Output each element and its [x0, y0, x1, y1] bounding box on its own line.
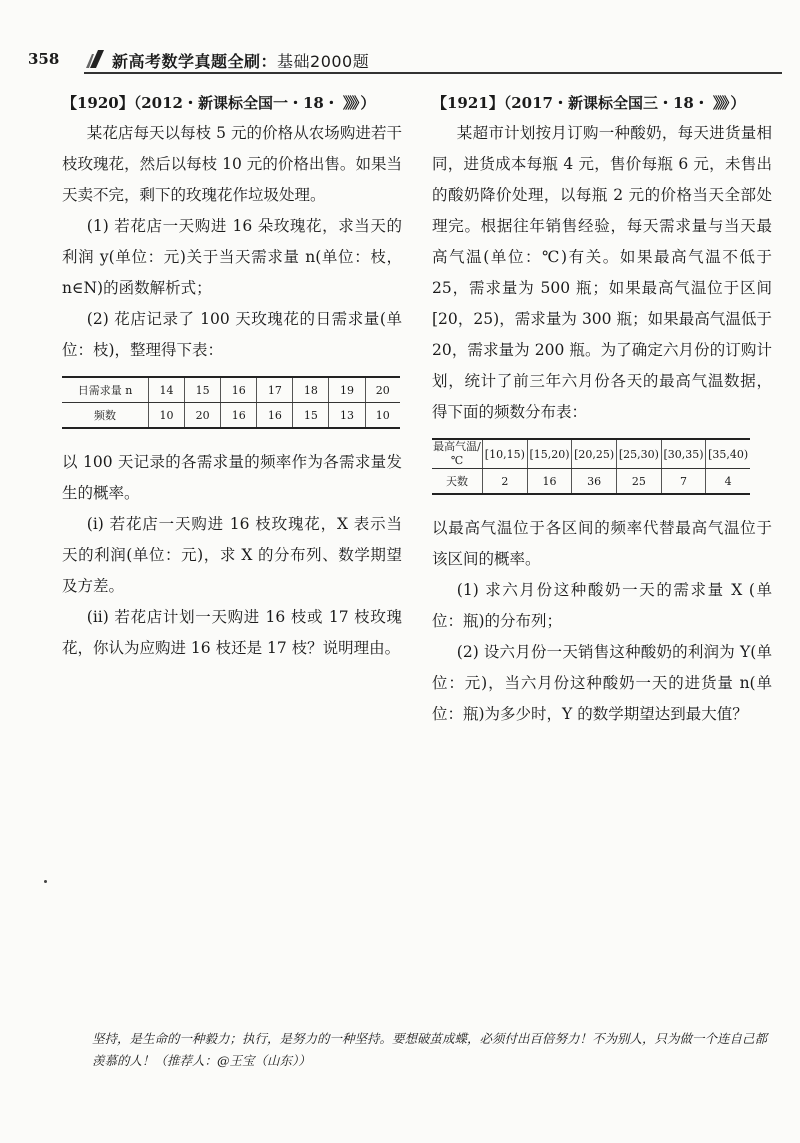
table-cell: 19 — [329, 377, 365, 403]
table-cell: 14 — [149, 377, 185, 403]
table-cell: 16 — [221, 377, 257, 403]
table-header-cell: 天数 — [432, 469, 483, 495]
table-cell: 15 — [185, 377, 221, 403]
table-header-cell: 最高气温/℃ — [433, 440, 481, 467]
sub-question-1: (1) 若花店一天购进 16 朵玫瑰花，求当天的利润 y(单位：元)关于当天需求量 n(单位：枝，n∈N)的函数解析式； — [62, 217, 402, 297]
sub-question-i: (i) 若花店一天购进 16 枝玫瑰花，X 表示当天的利润(单位：元)，求 X 的分布列、数学期望及方差。 — [62, 515, 402, 595]
table-cell: 16 — [527, 469, 572, 495]
table-header-cell: 日需求量 n — [62, 377, 149, 403]
table-row — [62, 377, 400, 403]
probability-note: 以最高气温位于各区间的频率代替最高气温位于该区间的概率。 — [432, 519, 772, 568]
table-cell: 10 — [149, 403, 185, 429]
table-cell: 4 — [706, 469, 750, 495]
table-cell: 20 — [365, 377, 400, 403]
table-cell: 2 — [483, 469, 528, 495]
demand-table — [62, 376, 400, 429]
difficulty-icon: 》》》 — [342, 94, 357, 112]
temperature-table — [432, 438, 750, 495]
table-cell: 25 — [617, 469, 662, 495]
table-row — [432, 469, 750, 495]
sub-question-ii: (ii) 若花店计划一天购进 16 枝或 17 枝玫瑰花，你认为应购进 16 枝还是 17 枝？说明理由。 — [62, 608, 402, 657]
table-cell: 10 — [365, 403, 400, 429]
table-cell: [35,40) — [706, 439, 750, 469]
table-cell: 20 — [185, 403, 221, 429]
table-cell: [30,35) — [661, 439, 706, 469]
sub-question-2: (2) 花店记录了 100 天玫瑰花的日需求量(单位：枝)，整理得下表： — [62, 310, 402, 359]
question-heading: 【1920】（2012・新课标全国一・18・ 》》》 ） — [62, 94, 376, 112]
table-cell: 15 — [293, 403, 329, 429]
question-heading: 【1921】（2017・新课标全国三・18・ 》》》 ） — [432, 94, 746, 112]
question-stem: 某超市计划按月订购一种酸奶，每天进货量相同，进货成本每瓶 4 元，售价每瓶 6 元，未售出的酸奶降价处理，以每瓶 2 元的价格当天全部处理完。根据往年销售经验，每天需求量与当天最高气温(单位：℃)有关。如果最高气温不低于 25，需求量为 500 瓶；如果最高气温位于区间[20，25)，需求量为 300 瓶；如果最高气温低于 20，需求量为 200 瓶。为了确定六月份的订购计划，统计了前三年六月份各天的最高气温数据，得下面的频数分布表： — [432, 124, 772, 421]
question-1920 — [62, 92, 402, 664]
table-cell: 16 — [257, 403, 293, 429]
table-cell: 7 — [661, 469, 706, 495]
table-cell: 17 — [257, 377, 293, 403]
question-stem: 某花店每天以每枝 5 元的价格从农场购进若干枝玫瑰花，然后以每枝 10 元的价格出售。如果当天卖不完，剩下的玫瑰花作垃圾处理。 — [62, 124, 402, 204]
margin-speck — [44, 880, 47, 883]
book-logo-icon — [84, 48, 106, 70]
sub-question-1: (1) 求六月份这种酸奶一天的需求量 X (单位：瓶)的分布列； — [432, 581, 772, 630]
table-cell: 36 — [572, 469, 617, 495]
table-cell: 16 — [221, 403, 257, 429]
table-cell: [20,25) — [572, 439, 617, 469]
table-row — [62, 403, 400, 429]
header-rule — [84, 72, 782, 74]
table-row — [432, 439, 750, 469]
table-cell: 13 — [329, 403, 365, 429]
page-number: 358 — [28, 50, 60, 68]
table-cell: [25,30) — [617, 439, 662, 469]
table-header-cell: 频数 — [62, 403, 149, 429]
book-title: 新高考数学真题全刷：基础2000题 — [112, 52, 370, 71]
probability-note: 以 100 天记录的各需求量的频率作为各需求量发生的概率。 — [62, 453, 402, 502]
page-header — [22, 44, 782, 76]
question-1921 — [432, 92, 772, 730]
table-cell: [15,20) — [527, 439, 572, 469]
difficulty-icon: 》》》 — [712, 94, 727, 112]
table-cell: [10,15) — [483, 439, 528, 469]
sub-question-2: (2) 设六月份一天销售这种酸奶的利润为 Y(单位：元)，当六月份这种酸奶一天的进货量 n(单位：瓶)为多少时，Y 的数学期望达到最大值？ — [432, 643, 772, 723]
table-cell: 18 — [293, 377, 329, 403]
footer-quote: 坚持，是生命的一种毅力；执行，是努力的一种坚持。要想破茧成蝶，必须付出百倍努力！不为别人，只为做一个连自己都羡慕的人！（推荐人：@王宝（山东）） — [92, 1031, 768, 1068]
